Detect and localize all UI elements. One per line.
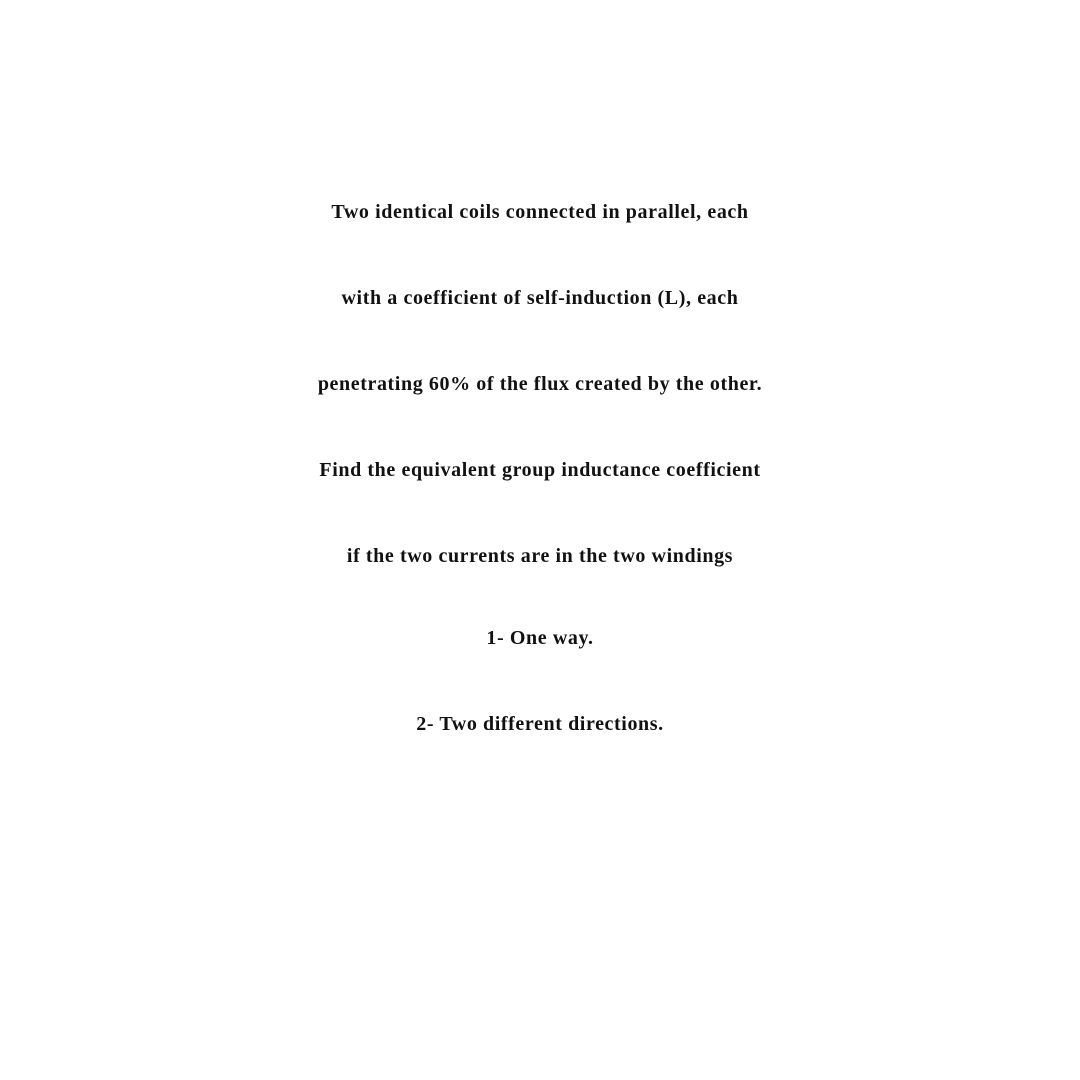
problem-text-line-3: penetrating 60% of the flux created by the other. [317,373,763,395]
option-2: 2- Two different directions. [416,713,664,735]
problem-text-line-1: Two identical coils connected in parallel, each [331,201,749,223]
problem-text-line-4: Find the equivalent group inductance coefficient [319,459,761,481]
problem-text-line-2: with a coefficient of self-induction (L), each [341,287,739,309]
option-1: 1- One way. [486,627,594,649]
problem-text-line-5: if the two currents are in the two windings [346,545,734,567]
